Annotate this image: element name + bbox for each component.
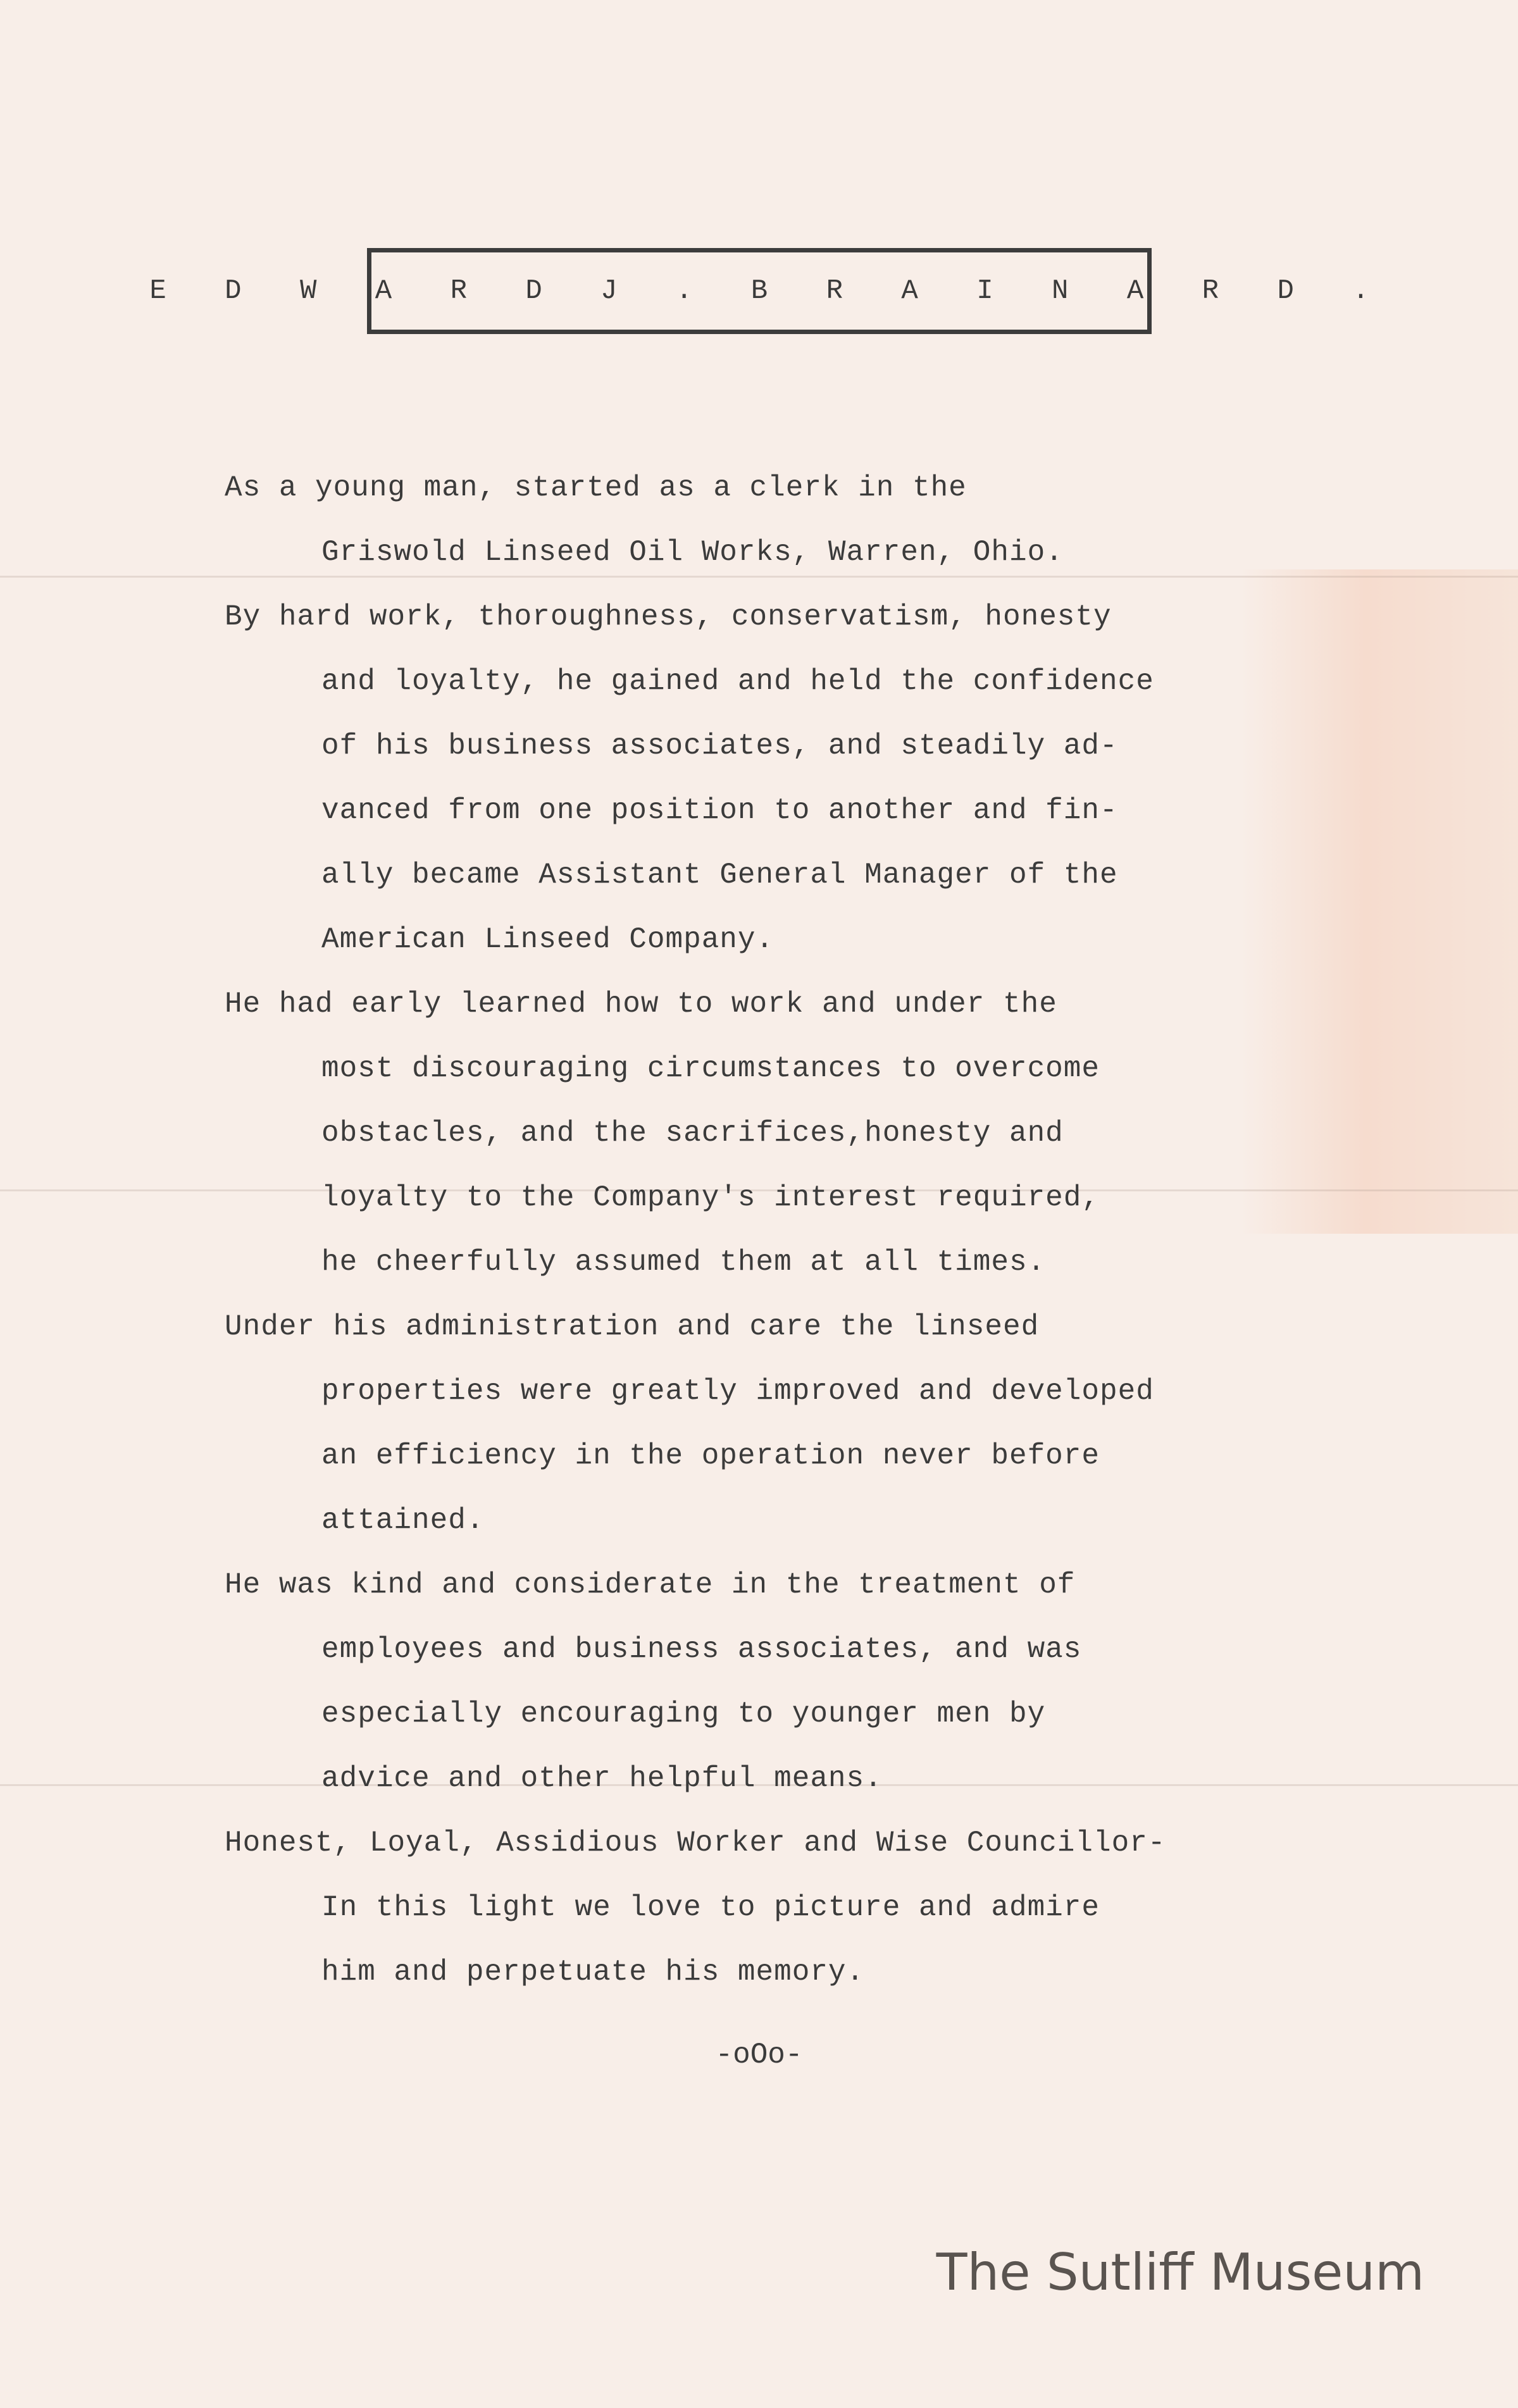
text-line: of his business associates, and steadily ad- [321,729,1118,762]
text-line: As a young man, started as a clerk in the [225,471,967,504]
text-line: advice and other helpful means. [321,1762,883,1795]
text-line: employees and business associates, and was [321,1633,1082,1666]
text-line: By hard work, thoroughness, conservatism, honesty [225,600,1112,633]
text-line: properties were greatly improved and developed [321,1375,1154,1408]
text-line: an efficiency in the operation never before [321,1439,1100,1472]
text-line: he cheerfully assumed them at all times. [321,1246,1046,1279]
text-line: most discouraging circumstances to overcome [321,1052,1100,1085]
text-line: attained. [321,1504,485,1537]
text-line: He was kind and considerate in the treatment of [225,1568,1076,1601]
paragraph [225,585,1262,972]
title-box [149,248,1390,334]
text-line: especially encouraging to younger men by [321,1697,1046,1730]
paragraph [225,1811,1262,2004]
text-line: American Linseed Company. [321,923,775,956]
document-body [225,456,1262,2004]
document-title: E D W A R D J . B R A I N A R D . [149,275,1390,307]
text-line: Honest, Loyal, Assidious Worker and Wise Councillor- [225,1827,1166,1859]
text-line: In this light we love to picture and admire [321,1891,1100,1924]
text-line: Griswold Linseed Oil Works, Warren, Ohio. [321,536,1064,569]
text-line: loyalty to the Company's interest required, [321,1181,1100,1214]
text-line: ally became Assistant General Manager of the [321,859,1118,891]
text-line: vanced from one position to another and fin- [321,794,1118,827]
paragraph [225,1294,1262,1553]
paragraph [225,972,1262,1294]
paper-stain [1240,569,1518,1234]
text-line: Under his administration and care the linseed [225,1310,1040,1343]
text-line: obstacles, and the sacrifices,honesty and [321,1117,1064,1150]
paragraph [225,456,1262,585]
museum-watermark: The Sutliff Museum [936,2243,1424,2302]
text-line: and loyalty, he gained and held the confidence [321,665,1154,698]
paragraph [225,1553,1262,1811]
ending-mark: -oOo- [715,2039,803,2071]
text-line: him and perpetuate his memory. [321,1956,865,1989]
text-line: He had early learned how to work and under the [225,988,1057,1021]
